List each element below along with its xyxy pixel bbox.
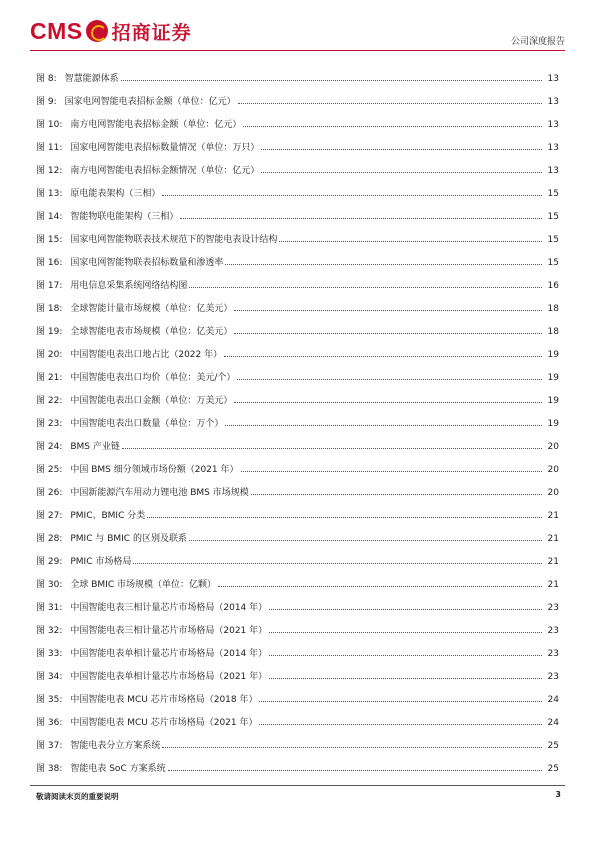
- figure-number: 图 36:: [36, 718, 63, 728]
- toc-entry[interactable]: [36, 636, 559, 659]
- dot-leader: [259, 701, 542, 702]
- dot-leader: [234, 333, 542, 334]
- toc-entry-label: [36, 577, 216, 590]
- page-reference: 21: [547, 557, 559, 567]
- figure-title: 全球 BMIC 市场规模（单位：亿颗）: [70, 580, 216, 590]
- page-reference: 20: [547, 465, 559, 475]
- page-reference: 15: [547, 258, 559, 268]
- figure-title: 智能电表 SoC 方案系统: [70, 764, 166, 774]
- dot-leader: [238, 103, 542, 104]
- figure-title: 智能物联电能架构（三相）: [70, 212, 179, 222]
- dot-leader: [269, 632, 542, 633]
- toc-entry[interactable]: [36, 245, 559, 268]
- dot-leader: [122, 448, 542, 449]
- toc-entry-label: [36, 669, 267, 682]
- toc-entry[interactable]: [36, 314, 559, 337]
- figure-number: 图 22:: [36, 396, 63, 406]
- toc-entry[interactable]: [36, 728, 559, 751]
- figure-number: 图 38:: [36, 764, 63, 774]
- toc-entry-label: [36, 554, 131, 567]
- toc-entry-label: [36, 738, 160, 751]
- dot-leader: [261, 172, 542, 173]
- figure-title: 南方电网智能电表招标金额（单位：亿元）: [70, 120, 242, 130]
- toc-entry[interactable]: [36, 130, 559, 153]
- toc-entry[interactable]: [36, 521, 559, 544]
- figure-number: 图 8:: [36, 74, 57, 84]
- toc-entry-label: [36, 209, 178, 222]
- dot-leader: [269, 655, 542, 656]
- page-reference: 21: [547, 580, 559, 590]
- figure-title: PMIC 市场格局: [70, 557, 132, 567]
- figure-title: 智能电表分立方案系统: [70, 741, 161, 751]
- figure-title: 中国智能电表出口数量（单位：万个）: [70, 419, 224, 429]
- figure-number: 图 28:: [36, 534, 63, 544]
- toc-entry-label: [36, 600, 267, 613]
- page-reference: 15: [547, 212, 559, 222]
- toc-entry-label: [36, 255, 223, 268]
- dot-leader: [243, 126, 542, 127]
- figure-number: 图 27:: [36, 511, 63, 521]
- figure-title: BMS 产业链: [70, 442, 120, 452]
- page-reference: 13: [547, 74, 559, 84]
- dot-leader: [162, 747, 542, 748]
- figure-title: 中国智能电表三相计量芯片市场格局（2014 年）: [70, 603, 268, 613]
- page-reference: 15: [547, 235, 559, 245]
- dot-leader: [234, 310, 542, 311]
- toc-entry-label: [36, 439, 120, 452]
- toc-entry-label: [36, 623, 267, 636]
- dot-leader: [251, 494, 542, 495]
- page-reference: 16: [547, 281, 559, 291]
- toc-entry[interactable]: [36, 590, 559, 613]
- toc-entry[interactable]: [36, 705, 559, 728]
- page-reference: 20: [547, 442, 559, 452]
- toc-entry-label: [36, 117, 241, 130]
- page-reference: 19: [547, 419, 559, 429]
- toc-entry-label: [36, 692, 257, 705]
- toc-entry[interactable]: [36, 107, 559, 130]
- dot-leader: [234, 402, 542, 403]
- page-reference: 19: [547, 350, 559, 360]
- figure-title: 国家电网智能物联表技术规范下的智能电表设计结构: [70, 235, 278, 245]
- toc-entry[interactable]: [36, 475, 559, 498]
- figure-number: 图 35:: [36, 695, 63, 705]
- figure-title: 智慧能源体系: [64, 74, 119, 84]
- figure-number: 图 20:: [36, 350, 63, 360]
- figure-title: 中国智能电表单相计量芯片市场格局（2021 年）: [70, 672, 268, 682]
- toc-entry[interactable]: [36, 613, 559, 636]
- figure-title: 中国新能源汽车用动力锂电池 BMS 市场规模: [70, 488, 249, 498]
- toc-entry[interactable]: [36, 498, 559, 521]
- figure-number: 图 24:: [36, 442, 63, 452]
- figure-number: 图 19:: [36, 327, 63, 337]
- figure-title: 中国智能电表 MCU 芯片市场格局（2021 年）: [70, 718, 258, 728]
- dot-leader: [189, 540, 542, 541]
- figure-number: 图 26:: [36, 488, 63, 498]
- toc-entry[interactable]: [36, 84, 559, 107]
- figure-title: 国家电网智能物联表招标数量和渗透率: [70, 258, 224, 268]
- page-reference: 23: [547, 603, 559, 613]
- figure-number: 图 15:: [36, 235, 63, 245]
- toc-entry[interactable]: [36, 429, 559, 452]
- toc-entry-label: [36, 508, 145, 521]
- page-reference: 13: [547, 143, 559, 153]
- figure-title: 中国智能电表出口地占比（2022 年）: [70, 350, 223, 360]
- page-reference: 21: [547, 511, 559, 521]
- toc-entry-label: [36, 347, 222, 360]
- figure-table-of-contents: [36, 61, 559, 774]
- figure-title: 国家电网智能电表招标金额（单位：亿元）: [64, 97, 236, 107]
- page-header: [30, 14, 565, 50]
- page-reference: 24: [547, 718, 559, 728]
- figure-number: 图 13:: [36, 189, 63, 199]
- figure-title: 中国智能电表 MCU 芯片市场格局（2018 年）: [70, 695, 258, 705]
- dot-leader: [147, 517, 542, 518]
- toc-entry-label: [36, 140, 259, 153]
- dot-leader: [225, 425, 542, 426]
- figure-title: 中国智能电表三相计量芯片市场格局（2021 年）: [70, 626, 268, 636]
- page-reference: 25: [547, 741, 559, 751]
- figure-number: 图 11:: [36, 143, 63, 153]
- dot-leader: [180, 218, 542, 219]
- toc-entry[interactable]: [36, 383, 559, 406]
- dot-leader: [241, 471, 543, 472]
- figure-title: 原电能表架构（三相）: [70, 189, 161, 199]
- toc-entry-label: [36, 232, 277, 245]
- figure-number: 图 18:: [36, 304, 63, 314]
- toc-entry-label: [36, 278, 187, 291]
- dot-leader: [224, 356, 542, 357]
- toc-entry[interactable]: [36, 268, 559, 291]
- toc-entry-label: [36, 646, 267, 659]
- toc-entry[interactable]: [36, 176, 559, 199]
- page-reference: 21: [547, 534, 559, 544]
- toc-entry-label: [36, 71, 119, 84]
- page-reference: 23: [547, 649, 559, 659]
- page-reference: 19: [547, 396, 559, 406]
- figure-number: 图 33:: [36, 649, 63, 659]
- figure-number: 图 12:: [36, 166, 63, 176]
- logo-emblem-icon: [86, 20, 108, 42]
- toc-entry[interactable]: [36, 452, 559, 475]
- page-reference: 18: [547, 304, 559, 314]
- toc-entry-label: [36, 393, 232, 406]
- toc-entry[interactable]: [36, 153, 559, 176]
- report-type-label: 公司深度报告: [510, 37, 565, 47]
- figure-number: 图 30:: [36, 580, 63, 590]
- header-divider: [30, 50, 565, 51]
- toc-entry[interactable]: [36, 544, 559, 567]
- figure-number: 图 23:: [36, 419, 63, 429]
- page-reference: 13: [547, 120, 559, 130]
- figure-number: 图 29:: [36, 557, 63, 567]
- dot-leader: [261, 149, 542, 150]
- toc-entry-label: [36, 485, 249, 498]
- footer-divider: [30, 785, 565, 786]
- logo-chinese-text: 招商证券: [111, 21, 192, 44]
- figure-title: 中国智能电表出口金额（单位：万美元）: [70, 396, 233, 406]
- figure-title: PMIC、BMIC 分类: [70, 511, 146, 521]
- dot-leader: [218, 586, 542, 587]
- dot-leader: [269, 678, 542, 679]
- toc-entry[interactable]: [36, 199, 559, 222]
- toc-entry-label: [36, 715, 257, 728]
- logo-latin-text: CMS: [30, 17, 83, 44]
- dot-leader: [279, 241, 542, 242]
- dot-leader: [269, 609, 542, 610]
- figure-number: 图 25:: [36, 465, 63, 475]
- figure-title: 用电信息采集系统网络结构图: [70, 281, 188, 291]
- toc-entry[interactable]: [36, 567, 559, 590]
- figure-title: PMIC 与 BMIC 的区别及联系: [70, 534, 187, 544]
- toc-entry-label: [36, 416, 223, 429]
- dot-leader: [162, 195, 542, 196]
- page-reference: 15: [547, 189, 559, 199]
- page-number: 3: [555, 790, 561, 799]
- dot-leader: [121, 80, 542, 81]
- toc-entry-label: [36, 163, 259, 176]
- toc-entry[interactable]: [36, 61, 559, 84]
- figure-number: 图 17:: [36, 281, 63, 291]
- page-reference: 18: [547, 327, 559, 337]
- figure-title: 中国智能电表出口均价（单位：美元/个）: [70, 373, 236, 383]
- page-reference: 13: [547, 97, 559, 107]
- page-reference: 19: [547, 373, 559, 383]
- toc-entry[interactable]: [36, 659, 559, 682]
- dot-leader: [237, 379, 542, 380]
- figure-number: 图 16:: [36, 258, 63, 268]
- cms-logo: [30, 18, 192, 44]
- figure-number: 图 9:: [36, 97, 57, 107]
- figure-title: 中国智能电表单相计量芯片市场格局（2014 年）: [70, 649, 268, 659]
- dot-leader: [225, 264, 542, 265]
- toc-entry-label: [36, 761, 166, 774]
- figure-title: 全球智能电表市场规模（单位：亿美元）: [70, 327, 233, 337]
- figure-title: 南方电网智能电表招标金额情况（单位：亿元）: [70, 166, 260, 176]
- page-reference: 13: [547, 166, 559, 176]
- page-reference: 25: [547, 764, 559, 774]
- toc-entry-label: [36, 186, 160, 199]
- figure-number: 图 34:: [36, 672, 63, 682]
- figure-number: 图 21:: [36, 373, 63, 383]
- figure-title: 国家电网智能电表招标数量情况（单位：万只）: [70, 143, 260, 153]
- toc-entry[interactable]: [36, 360, 559, 383]
- toc-entry-label: [36, 94, 236, 107]
- figure-number: 图 37:: [36, 741, 63, 751]
- figure-number: 图 14:: [36, 212, 63, 222]
- page-reference: 24: [547, 695, 559, 705]
- toc-entry-label: [36, 531, 187, 544]
- toc-entry[interactable]: [36, 406, 559, 429]
- toc-entry[interactable]: [36, 291, 559, 314]
- toc-entry-label: [36, 462, 239, 475]
- toc-entry-label: [36, 324, 232, 337]
- dot-leader: [133, 563, 542, 564]
- dot-leader: [189, 287, 542, 288]
- figure-title: 中国 BMS 细分领域市场份额（2021 年）: [70, 465, 239, 475]
- page-reference: 23: [547, 672, 559, 682]
- dot-leader: [259, 724, 542, 725]
- toc-entry-label: [36, 301, 232, 314]
- page-reference: 23: [547, 626, 559, 636]
- toc-entry[interactable]: [36, 222, 559, 245]
- toc-entry[interactable]: [36, 751, 559, 774]
- page-reference: 20: [547, 488, 559, 498]
- footer-disclaimer-note: 敬请阅读末页的重要说明: [36, 792, 119, 801]
- dot-leader: [168, 770, 542, 771]
- figure-number: 图 10:: [36, 120, 63, 130]
- figure-title: 全球智能计量市场规模（单位：亿美元）: [70, 304, 233, 314]
- figure-number: 图 31:: [36, 603, 63, 613]
- toc-entry[interactable]: [36, 682, 559, 705]
- toc-entry-label: [36, 370, 235, 383]
- figure-number: 图 32:: [36, 626, 63, 636]
- toc-entry[interactable]: [36, 337, 559, 360]
